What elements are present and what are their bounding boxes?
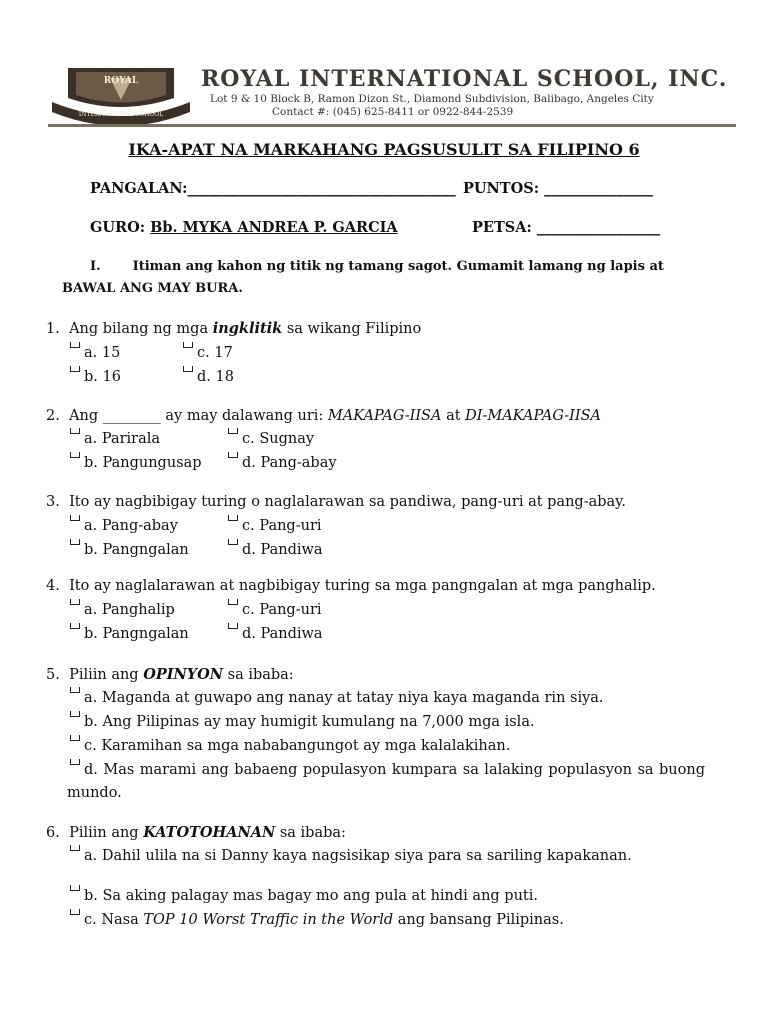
checkbox-icon[interactable]	[70, 515, 80, 521]
question-number: 2.	[46, 408, 60, 424]
date-blank[interactable]: _________________	[536, 219, 661, 236]
checkbox-icon[interactable]	[70, 759, 80, 765]
question-number: 1.	[46, 321, 60, 337]
checkbox-icon[interactable]	[70, 909, 80, 915]
checkbox-icon[interactable]	[228, 599, 238, 605]
question-5: 5. Piliin ang OPINYON sa ibaba:	[46, 666, 294, 683]
option-item[interactable]: c. Pang-uri	[228, 602, 322, 618]
question-number: 5.	[46, 667, 60, 683]
question-4: 4. Ito ay naglalarawan at nagbibigay turing sa mga pangngalan at mga panghalip.	[46, 578, 656, 594]
checkbox-icon[interactable]	[70, 735, 80, 741]
option-item[interactable]: a. Panghalip	[70, 602, 175, 618]
emphasis: ingklitik	[212, 320, 283, 337]
checkbox-icon[interactable]	[228, 539, 238, 545]
question-number: 4.	[46, 578, 60, 594]
teacher-name: Bb. MYKA ANDREA P. GARCIA	[150, 219, 398, 236]
option-item[interactable]: b. Pangngalan	[70, 626, 189, 642]
teacher-label: GURO:	[90, 219, 146, 236]
checkbox-icon[interactable]	[228, 623, 238, 629]
checkbox-icon[interactable]	[70, 687, 80, 693]
question-number: 3.	[46, 494, 60, 510]
checkbox-icon[interactable]	[183, 342, 193, 348]
instruction-line-1	[90, 259, 664, 274]
option-item[interactable]: d. Mas marami ang babaeng populasyon kumpara sa lalaking populasyon sa buong mundo.	[67, 759, 705, 805]
emphasis: OPINYON	[143, 666, 224, 683]
checkbox-icon[interactable]	[228, 428, 238, 434]
checkbox-icon[interactable]	[183, 366, 193, 372]
name-label: PANGALAN:	[90, 180, 188, 197]
question-1: 1. Ang bilang ng mga ingklitik sa wikang Filipino	[46, 320, 422, 337]
school-logo	[48, 64, 194, 124]
date-label: PETSA:	[472, 219, 532, 236]
checkbox-icon[interactable]	[70, 599, 80, 605]
option-item[interactable]: c. Pang-uri	[228, 518, 322, 534]
instruction-line-2: BAWAL ANG MAY BURA.	[62, 281, 243, 296]
option-item[interactable]: b. Pangngalan	[70, 542, 189, 558]
option-item[interactable]: a. Dahil ulila na si Danny kaya nagsisikap siya para sa sariling kapakanan.	[70, 848, 632, 864]
checkbox-icon[interactable]	[70, 885, 80, 891]
question-2: 2. Ang ________ ay may dalawang uri: MAKAPAG-IISA at DI-MAKAPAG-IISA	[46, 408, 601, 424]
exam-title: IKA-APAT NA MARKAHANG PAGSUSULIT SA FILIPINO 6	[128, 140, 640, 159]
school-header	[48, 62, 736, 128]
option-item[interactable]: d. 18	[183, 369, 234, 385]
option-item[interactable]: a. Parirala	[70, 431, 160, 447]
option-item[interactable]: d. Pang-abay	[228, 455, 337, 471]
option-item[interactable]: c. 17	[183, 345, 233, 361]
checkbox-icon[interactable]	[228, 452, 238, 458]
question-number: 6.	[46, 825, 60, 841]
option-item[interactable]: c. Karamihan sa mga nababangungot ay mga kalalakihan.	[70, 738, 510, 754]
option-item[interactable]: b. Pangungusap	[70, 455, 202, 471]
question-3: 3. Ito ay nagbibigay turing o naglalarawan sa pandiwa, pang-uri at pang-abay.	[46, 494, 627, 510]
checkbox-icon[interactable]	[70, 428, 80, 434]
school-name: ROYAL INTERNATIONAL SCHOOL, INC.	[201, 66, 728, 92]
teacher-field	[90, 219, 398, 236]
name-blank[interactable]: _____________________________________	[187, 180, 456, 197]
option-item[interactable]: b. 16	[70, 369, 121, 385]
option-item[interactable]: c. Nasa TOP 10 Worst Traffic in the World ang bansang Pilipinas.	[70, 912, 564, 928]
date-field	[472, 219, 660, 236]
school-address: Lot 9 & 10 Block B, Ramon Dizon St., Diamond Subdivision, Balibago, Angeles City	[210, 93, 654, 105]
checkbox-icon[interactable]	[70, 623, 80, 629]
checkbox-icon[interactable]	[70, 845, 80, 851]
option-item[interactable]: d. Pandiwa	[228, 542, 323, 558]
score-label: PUNTOS:	[463, 180, 540, 197]
option-item[interactable]: a. 15	[70, 345, 120, 361]
option-item[interactable]: b. Sa aking palagay mas bagay mo ang pula at hindi ang puti.	[70, 888, 538, 904]
score-field	[463, 180, 653, 197]
section-number: I.	[90, 259, 101, 274]
option-item[interactable]: a. Pang-abay	[70, 518, 178, 534]
checkbox-icon[interactable]	[70, 342, 80, 348]
option-item[interactable]: d. Pandiwa	[228, 626, 323, 642]
instruction-text: Itiman ang kahon ng titik ng tamang sagot. Gumamit lamang ng lapis at	[132, 259, 664, 274]
logo-top-text: ROYAL	[103, 76, 139, 86]
checkbox-icon[interactable]	[70, 539, 80, 545]
question-6: 6. Piliin ang KATOTOHANAN sa ibaba:	[46, 824, 346, 841]
school-contact: Contact #: (045) 625-8411 or 0922-844-2539	[272, 106, 514, 118]
checkbox-icon[interactable]	[70, 366, 80, 372]
option-item[interactable]: a. Maganda at guwapo ang nanay at tatay niya kaya maganda rin siya.	[70, 690, 604, 706]
name-field	[90, 180, 456, 197]
header-rule	[48, 124, 736, 127]
checkbox-icon[interactable]	[228, 515, 238, 521]
score-blank[interactable]: _______________	[544, 180, 653, 197]
checkbox-icon[interactable]	[70, 452, 80, 458]
option-item[interactable]: b. Ang Pilipinas ay may humigit kumulang na 7,000 mga isla.	[70, 714, 535, 730]
option-item[interactable]: c. Sugnay	[228, 431, 314, 447]
logo-bottom-text: INTERNATIONAL SCHOOL	[78, 111, 164, 118]
emphasis: KATOTOHANAN	[143, 824, 276, 841]
checkbox-icon[interactable]	[70, 711, 80, 717]
